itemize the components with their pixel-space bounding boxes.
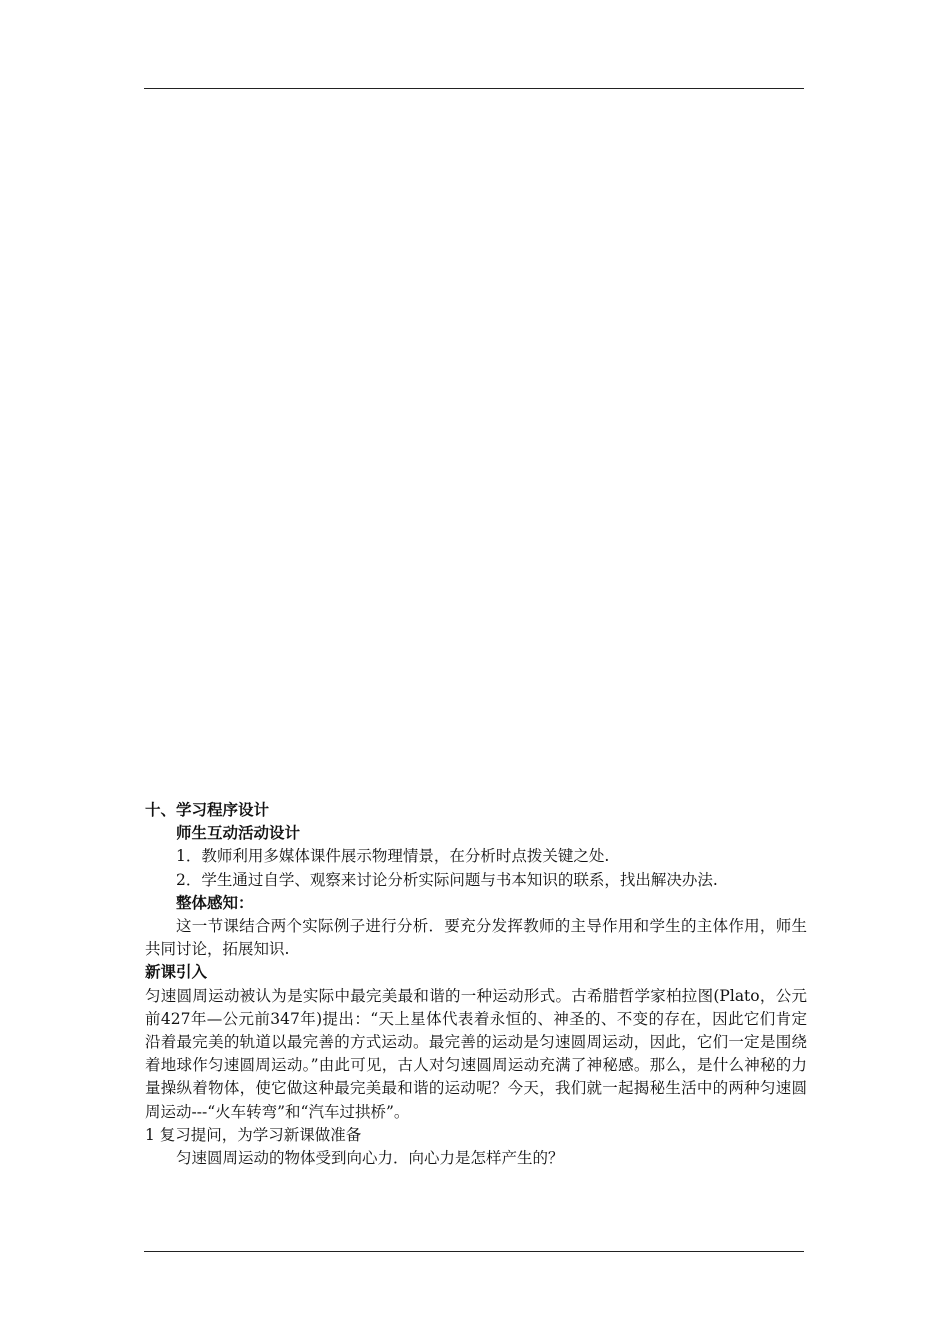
- document-body: [145, 799, 807, 1170]
- interaction-subtitle: 师生互动活动设计: [176, 824, 301, 843]
- interaction-item-2: 2．学生通过自学、观察来讨论分析实际问题与书本知识的联系，找出解决办法.: [176, 870, 718, 889]
- header-rule: [144, 88, 804, 89]
- overall-paragraph: 这一节课结合两个实际例子进行分析．要充分发挥教师的主导作用和学生的主体作用，师生共同讨论，拓展知识.: [145, 917, 807, 959]
- intro-paragraph: 匀速圆周运动被认为是实际中最完美最和谐的一种运动形式。古希腊哲学家柏拉图(Plato，公元前427年—公元前347年)提出：“天上星体代表着永恒的、神圣的、不变的存在，因此它们肯定沿着最完美的轨道以最完善的方式运动。最完善的运动是匀速圆周运动，因此，它们一定是围绕着地球作匀速圆周运动。”由此可见，古人对匀速圆周运动充满了神秘感。那么，是什么神秘的力量操纵着物体，使它做这种最完美最和谐的运动呢？今天，我们就一起揭秘生活中的两种匀速圆周运动---“火车转弯”和“汽车过拱桥”。: [145, 986, 807, 1121]
- section-title: 十、学习程序设计: [145, 801, 270, 819]
- interaction-item-1: 1．教师利用多媒体课件展示物理情景，在分析时点拨关键之处.: [176, 847, 610, 866]
- overall-subtitle: 整体感知：: [176, 893, 254, 912]
- intro-title: 新课引入: [145, 963, 208, 982]
- footer-rule: [144, 1251, 804, 1252]
- review-paragraph: 匀速圆周运动的物体受到向心力．向心力是怎样产生的？: [176, 1149, 564, 1168]
- review-heading: 1 复习提问，为学习新课做准备: [145, 1125, 362, 1144]
